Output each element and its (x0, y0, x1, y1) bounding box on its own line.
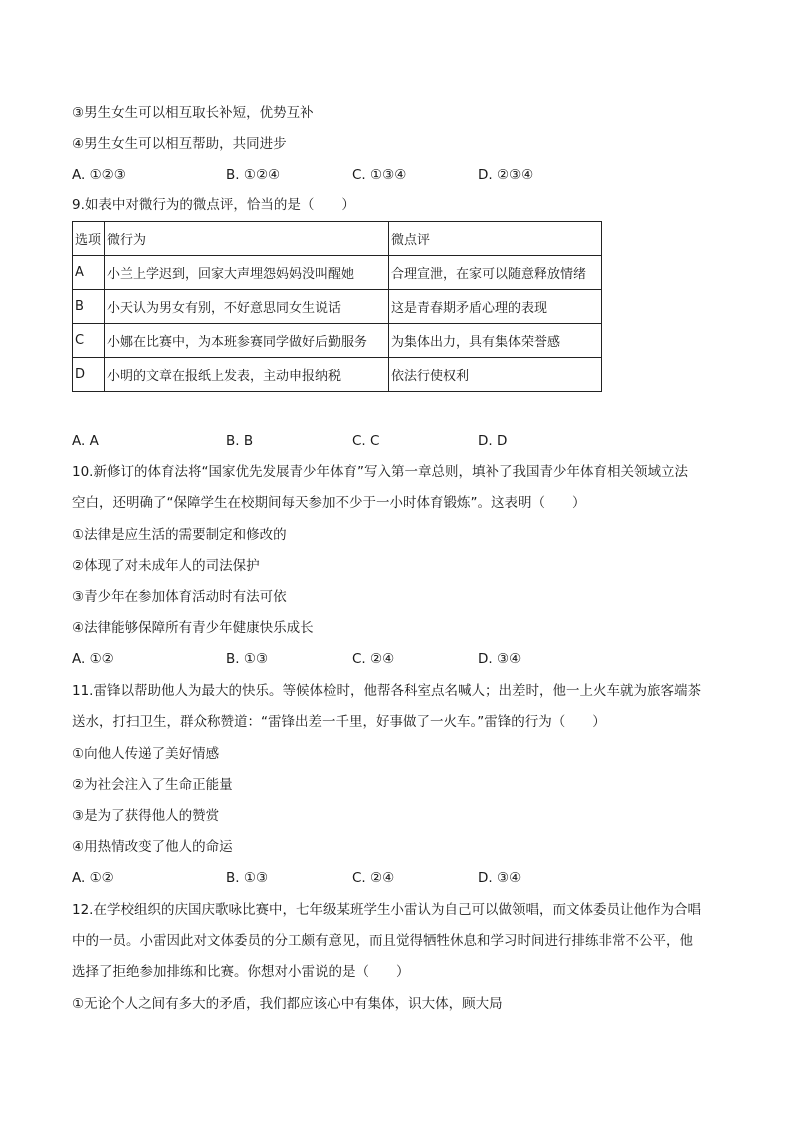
q11-option-a[interactable]: A. ①② (72, 870, 114, 886)
q11-option-b[interactable]: B. ①③ (226, 870, 269, 886)
q9-option-d[interactable]: D. D (478, 433, 508, 449)
q10-item-1: ①法律是应生活的需要制定和修改的 (72, 527, 287, 543)
table-cell: 小明的文章在报纸上发表，主动申报纳税 (105, 358, 389, 392)
q9-table (72, 221, 602, 392)
table-cell: 小天认为男女有别，不好意思同女生说话 (105, 290, 389, 324)
q11-item-2: ②为社会注入了生命正能量 (72, 777, 233, 793)
q8-item-3: ③男生女生可以相互取长补短，优势互补 (72, 105, 314, 121)
q8-options (72, 166, 632, 184)
q10-stem-line-2: 空白，还明确了“保障学生在校期间每天参加不少于一小时体育锻炼”。这表明（ ） (72, 495, 586, 511)
q9-option-a[interactable]: A. A (72, 433, 99, 449)
q11-options (72, 869, 632, 887)
q8-option-c[interactable]: C. ①③④ (352, 167, 407, 183)
table-cell: D (73, 358, 105, 392)
table-header-row (73, 222, 602, 256)
q11-option-c[interactable]: C. ②④ (352, 870, 395, 886)
table-cell: 小兰上学迟到，回家大声埋怨妈妈没叫醒她 (105, 256, 389, 290)
q8-option-d[interactable]: D. ②③④ (478, 167, 534, 183)
q10-options (72, 650, 632, 668)
q10-item-3: ③青少年在参加体育活动时有法可依 (72, 589, 287, 605)
q10-option-a[interactable]: A. ①② (72, 651, 114, 667)
table-cell: 合理宣泄，在家可以随意释放情绪 (389, 256, 602, 290)
table-cell: 小娜在比赛中，为本班参赛同学做好后勤服务 (105, 324, 389, 358)
q9-options (72, 432, 632, 450)
q9-option-b[interactable]: B. B (226, 433, 254, 449)
table-header-cell: 微点评 (389, 222, 602, 256)
table-row (73, 256, 602, 290)
table-header-cell: 选项 (73, 222, 105, 256)
table-row (73, 324, 602, 358)
table-header-cell: 微行为 (105, 222, 389, 256)
q10-stem-line-1: 10.新修订的体育法将“国家优先发展青少年体育”写入第一章总则，填补了我国青少年体育相关领域立法 (72, 464, 688, 480)
q11-item-1: ①向他人传递了美好情感 (72, 746, 220, 762)
table-row (73, 358, 602, 392)
q10-item-4: ④法律能够保障所有青少年健康快乐成长 (72, 620, 314, 636)
q8-option-b[interactable]: B. ①②④ (226, 167, 281, 183)
q9-option-c[interactable]: C. C (352, 433, 380, 449)
table-cell: A (73, 256, 105, 290)
table-cell: B (73, 290, 105, 324)
q11-item-3: ③是为了获得他人的赞赏 (72, 808, 220, 824)
q8-option-a[interactable]: A. ①②③ (72, 167, 126, 183)
table-cell: 为集体出力，具有集体荣誉感 (389, 324, 602, 358)
table-row (73, 290, 602, 324)
q11-stem-line-2: 送水，打扫卫生，群众称赞道：“雷锋出差一千里，好事做了一火车。”雷锋的行为（ ） (72, 714, 606, 730)
q10-item-2: ②体现了对未成年人的司法保护 (72, 558, 260, 574)
q12-stem-line-1: 12.在学校组织的庆国庆歌咏比赛中，七年级某班学生小雷认为自己可以做领唱，而文体委员让他作为合唱 (72, 902, 701, 918)
q8-item-4: ④男生女生可以相互帮助，共同进步 (72, 136, 287, 152)
q10-option-d[interactable]: D. ③④ (478, 651, 522, 667)
q11-item-4: ④用热情改变了他人的命运 (72, 839, 233, 855)
table-cell: 这是青春期矛盾心理的表现 (389, 290, 602, 324)
q10-option-b[interactable]: B. ①③ (226, 651, 269, 667)
q12-stem-line-2: 中的一员。小雷因此对文体委员的分工颇有意见，而且觉得牺牲休息和学习时间进行排练非常不公平，他 (72, 933, 693, 949)
q11-stem-line-1: 11.雷锋以帮助他人为最大的快乐。等候体检时，他帮各科室点名喊人；出差时，他一上火车就为旅客端茶 (72, 683, 701, 699)
q11-option-d[interactable]: D. ③④ (478, 870, 522, 886)
q9-stem: 9.如表中对微行为的微点评，恰当的是（ ） (72, 197, 355, 213)
q12-stem-line-3: 选择了拒绝参加排练和比赛。你想对小雷说的是（ ） (72, 964, 410, 980)
table-cell: 依法行使权利 (389, 358, 602, 392)
q12-item-1: ①无论个人之间有多大的矛盾，我们都应该心中有集体，识大体，顾大局 (72, 996, 503, 1012)
q10-option-c[interactable]: C. ②④ (352, 651, 395, 667)
table-cell: C (73, 324, 105, 358)
